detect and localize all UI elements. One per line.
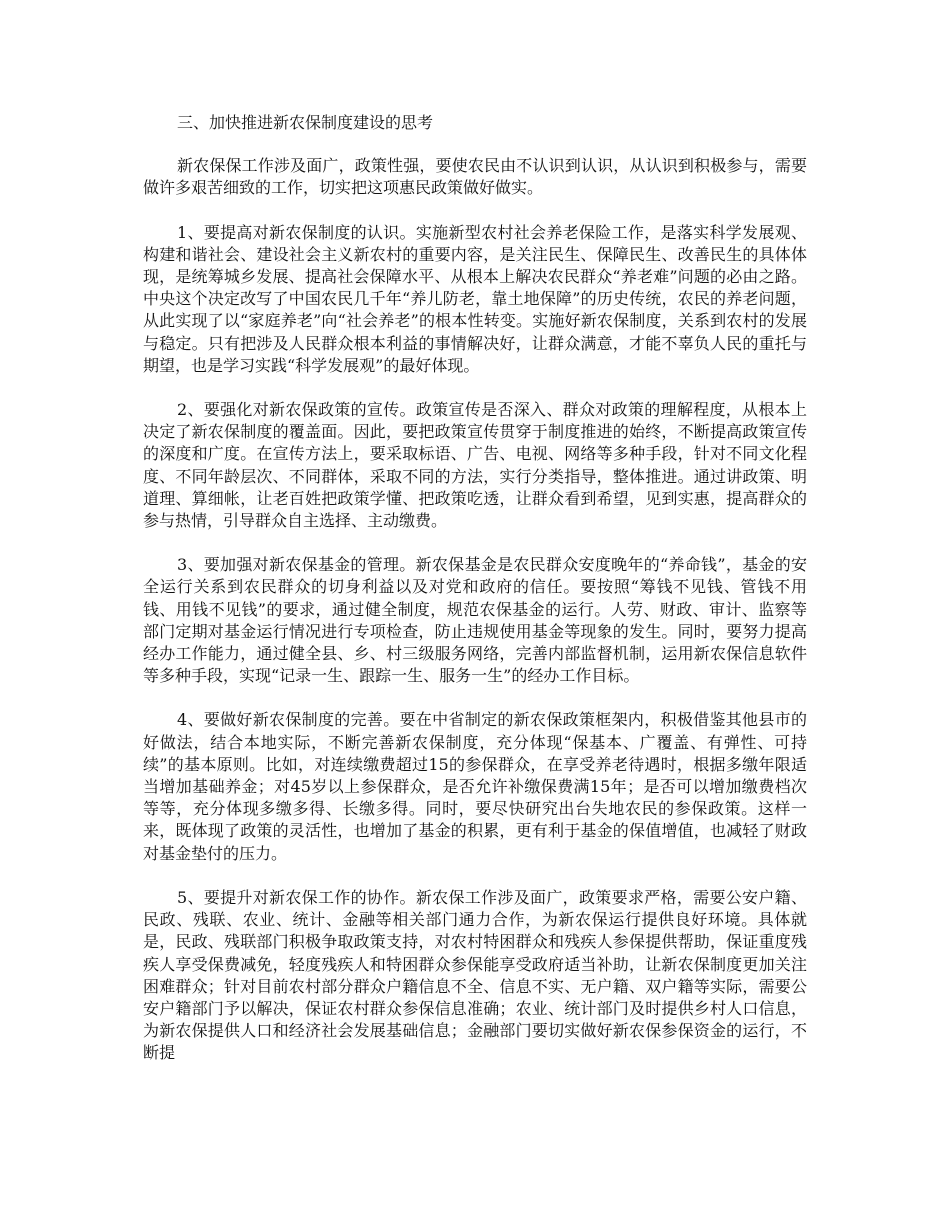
paragraph-1-recognition: 1、要提高对新农保制度的认识。实施新型农村社会养老保险工作，是落实科学发展观、构建和谐社会、建设社会主义新农村的重要内容，是关注民生、保障民生、改善民生的具体体现，是统筹城乡发展、提高社会保障水平、从根本上解决农民群众“养老难”问题的必由之路。中央这个决定改写了中国农民几千年“养儿防老，靠土地保障”的历史传统，农民的养老问题，从此实现了以“家庭养老”向“社会养老”的根本性转变。实施好新农保制度，关系到农村的发展与稳定。只有把涉及人民群众根本利益的事情解决好，让群众满意，才能不辜负人民的重托与期望，也是学习实践“科学发展观”的最好体现。 — [143, 222, 807, 375]
paragraph-3-fund-management: 3、要加强对新农保基金的管理。新农保基金是农民群众安度晚年的“养命钱”，基金的安全运行关系到农民群众的切身利益以及对党和政府的信任。要按照“筹钱不见钱、管钱不用钱、用钱不见钱”的要求，通过健全制度，规范农保基金的运行。人劳、财政、审计、监察等部门定期对基金运行情况进行专项检查，防止违规使用基金等现象的发生。同时，要努力提高经办工作能力，通过健全县、乡、村三级服务网络，完善内部监督机制，运用新农保信息软件等多种手段，实现“记录一生、跟踪一生、服务一生”的经办工作目标。 — [143, 555, 807, 686]
paragraph-4-improvement: 4、要做好新农保制度的完善。要在中省制定的新农保政策框架内，积极借鉴其他县市的好做法，结合本地实际，不断完善新农保制度，充分体现“保基本、广覆盖、有弹性、可持续”的基本原则。比如，对连续缴费超过15的参保群众，在享受养老待遇时，根据多缴年限适当增加基础养金；对45岁以上参保群众，是否允许补缴保费满15年；是否可以增加缴费档次等等，充分体现多缴多得、长缴多得。同时，要尽快研究出台失地农民的参保政策。这样一来，既体现了政策的灵活性，也增加了基金的积累，更有利于基金的保值增值，也减轻了财政对基金垫付的压力。 — [143, 710, 807, 863]
document-body — [143, 112, 807, 1065]
paragraph-intro: 新农保保工作涉及面广，政策性强，要使农民由不认识到认识，从认识到积极参与，需要做许多艰苦细致的工作，切实把这项惠民政策做好做实。 — [143, 156, 807, 198]
paragraph-5-cooperation: 5、要提升对新农保工作的协作。新农保工作涉及面广，政策要求严格，需要公安户籍、民政、残联、农业、统计、金融等相关部门通力合作，为新农保运行提供良好环境。具体就是，民政、残联部门积极争取政策支持，对农村特困群众和残疾人参保提供帮助，保证重度残疾人享受保费减免，轻度残疾人和特困群众参保能享受政府适当补助，让新农保制度更加关注困难群众；针对目前农村部分群众户籍信息不全、信息不实、无户籍、双户籍等实际，需要公安户籍部门予以解决，保证农村群众参保信息准确；农业、统计部门及时提供乡村人口信息，为新农保提供人口和经济社会发展基础信息；金融部门要切实做好新农保参保资金的运行，不断提 — [143, 887, 807, 1063]
paragraph-2-publicity: 2、要强化对新农保政策的宣传。政策宣传是否深入、群众对政策的理解程度，从根本上决定了新农保制度的覆盖面。因此，要把政策宣传贯穿于制度推进的始终，不断提高政策宣传的深度和广度。在宣传方法上，要采取标语、广告、电视、网络等多种手段，针对不同文化程度、不同年龄层次、不同群体，采取不同的方法，实行分类指导，整体推进。通过讲政策、明道理、算细帐，让老百姓把政策学懂、把政策吃透，让群众看到希望，见到实惠，提高群众的参与热情，引导群众自主选择、主动缴费。 — [143, 400, 807, 531]
section-heading: 三、加快推进新农保制度建设的思考 — [177, 113, 434, 132]
